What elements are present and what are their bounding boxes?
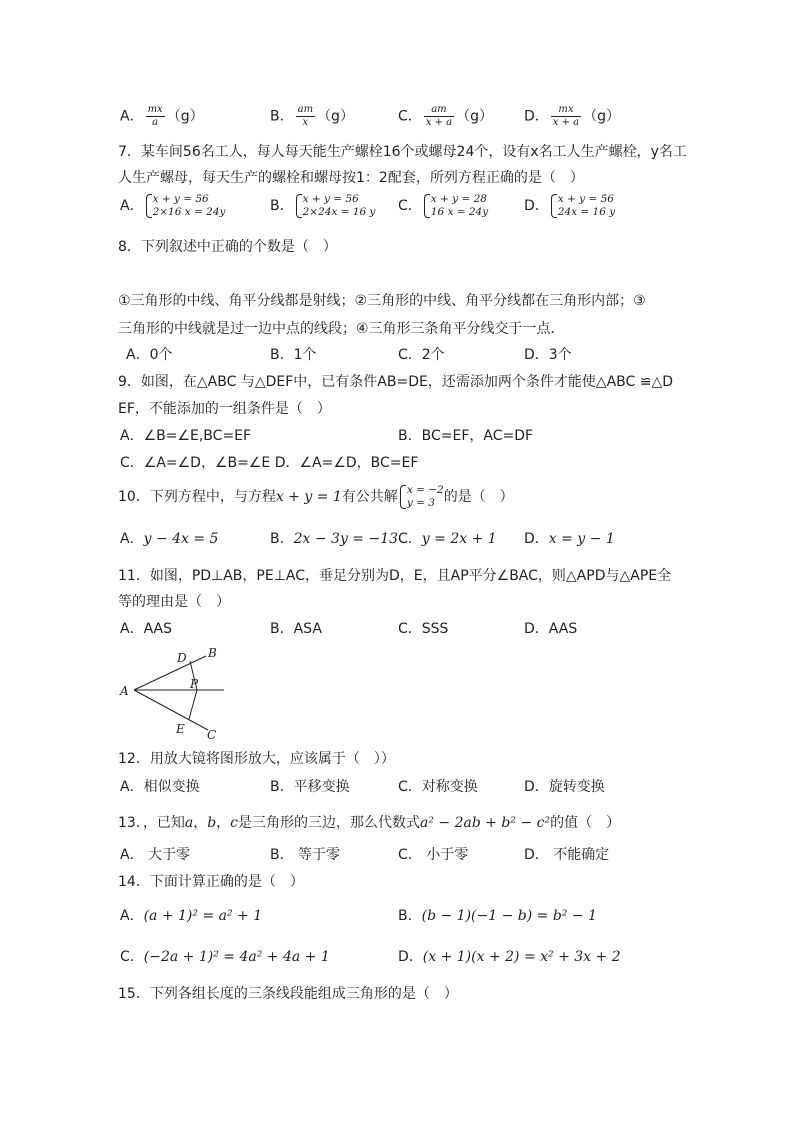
q9-option-cd: C．∠A=∠D，∠B=∠E D．∠A=∠D，BC=EF <box>120 455 419 471</box>
q7-option-b: B． x + y = 56 2×24x = 16 y <box>270 193 376 218</box>
q7-option-c: C． x + y = 28 16 x = 24y <box>398 193 489 218</box>
q9-stem-line1: 9．如图，在△ABC 与△DEF中，已有条件AB=DE，还需添加两个条件才能使△ABC ≌△D <box>118 374 674 390</box>
q6-option-c: C． $\frac{am}{x + a}$ （g） <box>398 104 494 128</box>
q9-option-b: B．BC=EF，AC=DF <box>398 428 534 444</box>
q13-option-c: C． 小于零 <box>398 847 469 863</box>
q14-option-d: D．(x + 1)(x + 2) = x² + 3x + 2 <box>398 949 621 965</box>
q11-option-d: D．AAS <box>524 621 578 637</box>
label-c: C <box>207 728 217 741</box>
q14-option-c: C．(−2a + 1)² = 4a² + 4a + 1 <box>120 949 330 965</box>
q13-stem: 13．，已知a，b，c是三角形的三边，那么代数式a² − 2ab + b² − c²的值（ ） <box>118 815 621 831</box>
q13-option-b: B． 等于零 <box>270 847 341 863</box>
q10-stem: 10．下列方程中，与方程x + y = 1有公共解 x = −2 y = 3 的是（ ） <box>118 484 514 509</box>
q13-option-d: D． 不能确定 <box>524 847 610 863</box>
label-d: D <box>177 651 187 665</box>
q14-stem: 14．下面计算正确的是（ ） <box>118 874 304 890</box>
q11-option-c: C．SSS <box>398 621 449 637</box>
q10-option-a: A．y − 4x = 5 <box>120 531 219 547</box>
q11-option-a: A．AAS <box>120 621 173 637</box>
q8-option-b: B．1个 <box>270 347 317 363</box>
q8-statements-line2: 三角形的中线就是过一边中点的线段；④三角形三条角平分线交于一点． <box>118 321 565 337</box>
q12-option-a: A．相似变换 <box>120 779 200 795</box>
label-p: P <box>190 677 199 691</box>
q8-stem: 8．下列叙述中正确的个数是（ ） <box>118 239 337 255</box>
q6-option-b: B． $\frac{am}{x}$ （g） <box>270 104 354 128</box>
q8-option-d: D．3个 <box>524 347 572 363</box>
q12-stem: 12．用放大镜将图形放大，应该属于（ ）） <box>118 751 395 767</box>
q11-geometry-figure <box>118 643 236 741</box>
q14-option-a: A．(a + 1)² = a² + 1 <box>120 908 263 924</box>
label-b: B <box>208 646 217 660</box>
q8-option-c: C．2个 <box>398 347 445 363</box>
ray-ac <box>134 690 208 730</box>
q7-stem-line2: 人生产螺母，每天生产的螺栓和螺母按1：2配套，所列方程正确的是（ ） <box>118 170 584 186</box>
q6-option-a: A． $\frac{mx}{a}$ （g） <box>120 104 204 128</box>
q11-stem-line2: 等的理由是（ ） <box>118 594 230 610</box>
q6-option-d: D． $\frac{mx}{x + a}$ （g） <box>524 104 621 128</box>
q12-option-c: C．对称变换 <box>398 779 478 795</box>
q7-option-a: A． x + y = 56 2×16 x = 24y <box>120 193 226 218</box>
q9-option-a: A．∠B=∠E,BC=EF <box>120 428 252 444</box>
q14-option-b: B．(b − 1)(−1 − b) = b² − 1 <box>398 908 597 924</box>
q10-option-c: C．y = 2x + 1 <box>398 531 497 547</box>
q8-statements-line1: ①三角形的中线、角平分线都是射线；②三角形的中线、角平分线都在三角形内部；③ <box>118 293 646 309</box>
label-e: E <box>176 722 185 736</box>
q7-option-d: D． x + y = 56 24x = 16 y <box>524 193 616 218</box>
q11-option-b: B．ASA <box>270 621 322 637</box>
q11-stem-line1: 11．如图，PD⊥AB，PE⊥AC，垂足分别为D，E，且AP平分∠BAC，则△APD与△APE全 <box>118 568 672 584</box>
q10-option-d: D．x = y − 1 <box>524 531 615 547</box>
q13-option-a: A． 大于零 <box>120 847 191 863</box>
segment-pe <box>189 690 197 719</box>
q7-stem-line1: 7．某车间56名工人，每人每天能生产螺栓16个或螺母24个，设有x名工人生产螺栓，y名工 <box>118 144 687 160</box>
q12-option-b: B．平移变换 <box>270 779 350 795</box>
q8-option-a: A．0个 <box>126 347 173 363</box>
q10-option-b: B．2x − 3y = −13 <box>270 531 399 547</box>
q15-stem: 15．下列各组长度的三条线段能组成三角形的是（ ） <box>118 986 458 1002</box>
q12-option-d: D．旋转变换 <box>524 779 605 795</box>
label-a: A <box>120 684 129 698</box>
q9-stem-line2: EF，不能添加的一组条件是（ ） <box>118 401 331 417</box>
